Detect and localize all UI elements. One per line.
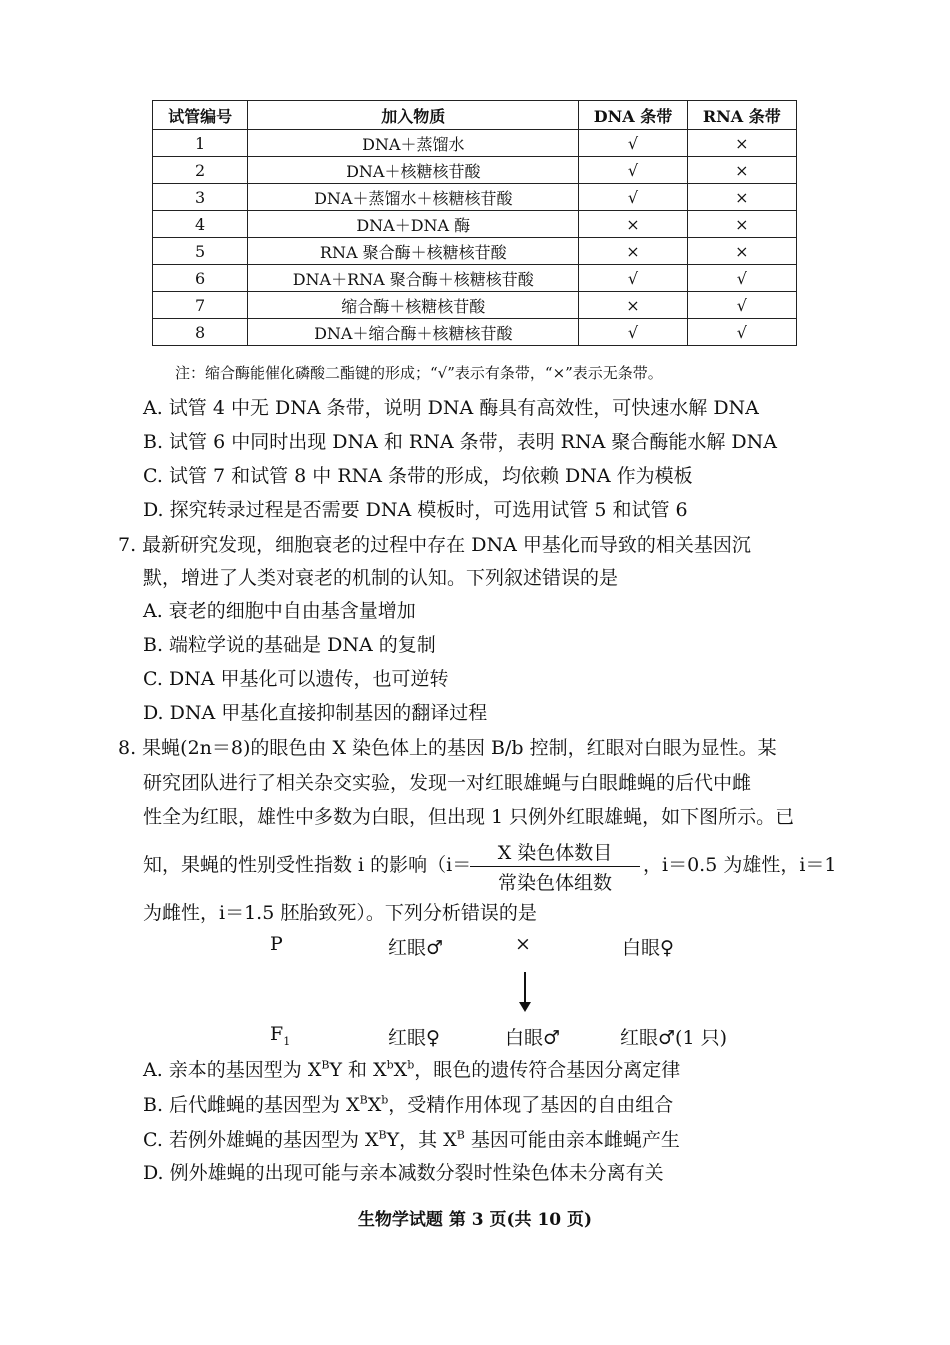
q8-stem-line3: 性全为红眼，雄性中多数为白眼，但出现 1 只例外红眼雄蝇，如下图所示。已 xyxy=(143,806,795,828)
cell-substance: DNA＋缩合酶＋核糖核苷酸 xyxy=(248,319,579,346)
sex-index-fraction xyxy=(470,838,640,895)
fraction-denominator: 常染色体组数 xyxy=(497,872,612,894)
experiment-table xyxy=(152,100,797,346)
table-row xyxy=(153,184,797,211)
table-note: 注：缩合酶能催化磷酸二酯键的形成；“√”表示有条带，“×”表示无条带。 xyxy=(175,364,663,382)
table-row xyxy=(153,319,797,346)
q8-option-a: A. 亲本的基因型为 $X^BY$ 和 $X^bX^b$，眼色的遗传符合基因分离定律 xyxy=(143,1058,681,1081)
cell-rna-band: × xyxy=(687,157,796,184)
page-footer: 生物学试题 第 3 页(共 10 页) xyxy=(357,1210,593,1230)
cross-f1-label: $F_1$ xyxy=(270,1023,291,1048)
q8-option-c: C. 若例外雄蝇的基因型为 $X^BY$，其 $X^B$ 基因可能由亲本雌蝇产生 xyxy=(143,1128,680,1151)
table-row xyxy=(153,130,797,157)
cell-dna-band: √ xyxy=(579,130,687,157)
q8-option-b: B. 后代雌蝇的基因型为 $X^BX^b$，受精作用体现了基因的自由组合 xyxy=(143,1093,674,1116)
q8-stem-line2: 研究团队进行了相关杂交实验，发现一对红眼雄蝇与白眼雌蝇的后代中雌 xyxy=(143,772,752,794)
cell-tube: 7 xyxy=(153,292,248,319)
cell-substance: RNA 聚合酶＋核糖核苷酸 xyxy=(248,238,579,265)
cell-dna-band: × xyxy=(579,292,687,319)
q7-option-d: D. DNA 甲基化直接抑制基因的翻译过程 xyxy=(143,702,488,724)
cell-substance: DNA＋核糖核苷酸 xyxy=(248,157,579,184)
cell-dna-band: √ xyxy=(579,184,687,211)
cell-tube: 1 xyxy=(153,130,248,157)
cell-rna-band: √ xyxy=(687,319,796,346)
q8-stem-line4a: 知，果蝇的性别受性指数 i 的影响（i＝ xyxy=(143,854,472,876)
q7-option-a: A. 衰老的细胞中自由基含量增加 xyxy=(143,600,416,622)
cell-rna-band: × xyxy=(687,184,796,211)
cell-dna-band: × xyxy=(579,211,687,238)
q7-stem-line1: 7. 最新研究发现，细胞衰老的过程中存在 DNA 甲基化而导致的相关基因沉 xyxy=(118,534,751,556)
cell-tube: 4 xyxy=(153,211,248,238)
header-substance: 加入物质 xyxy=(248,101,579,130)
cell-rna-band: √ xyxy=(687,292,796,319)
cell-rna-band: × xyxy=(687,211,796,238)
table-row xyxy=(153,265,797,292)
cell-rna-band: × xyxy=(687,238,796,265)
q8-stem-line1: 8. 果蝇(2n＝8)的眼色由 X 染色体上的基因 B/b 控制，红眼对白眼为显性。某 xyxy=(118,737,777,759)
cell-tube: 6 xyxy=(153,265,248,292)
q7-stem-line2: 默，增进了人类对衰老的机制的认知。下列叙述错误的是 xyxy=(143,567,619,589)
cell-rna-band: × xyxy=(687,130,796,157)
table-row xyxy=(153,292,797,319)
cell-substance: 缩合酶＋核糖核苷酸 xyxy=(248,292,579,319)
q8-option-d: D. 例外雄蝇的出现可能与亲本减数分裂时性染色体未分离有关 xyxy=(143,1162,664,1184)
cell-tube: 2 xyxy=(153,157,248,184)
table-row xyxy=(153,238,797,265)
q7-option-c: C. DNA 甲基化可以遗传，也可逆转 xyxy=(143,668,449,690)
q8-stem-line5: 为雌性，i＝1.5 胚胎致死）。下列分析错误的是 xyxy=(143,902,537,924)
cross-p-label: P xyxy=(270,933,283,955)
cross-arrow-head-icon xyxy=(519,1002,531,1012)
cell-dna-band: √ xyxy=(579,265,687,292)
q6-option-b: B. 试管 6 中同时出现 DNA 和 RNA 条带，表明 RNA 聚合酶能水解 DNA xyxy=(143,431,777,453)
cross-f1-female: 红眼♀ xyxy=(388,1027,440,1049)
cell-dna-band: × xyxy=(579,238,687,265)
table-header-row xyxy=(153,101,797,130)
q7-option-b: B. 端粒学说的基础是 DNA 的复制 xyxy=(143,634,436,656)
q8-stem-line4b: ，i＝0.5 为雄性，i＝1 xyxy=(643,854,837,876)
q6-option-a: A. 试管 4 中无 DNA 条带，说明 DNA 酶具有高效性，可快速水解 DNA xyxy=(143,397,759,419)
cell-substance: DNA＋蒸馏水 xyxy=(248,130,579,157)
q6-option-d: D. 探究转录过程是否需要 DNA 模板时，可选用试管 5 和试管 6 xyxy=(143,499,688,521)
cell-dna-band: √ xyxy=(579,319,687,346)
header-tube-number: 试管编号 xyxy=(153,101,248,130)
cross-times: × xyxy=(515,933,531,955)
cell-substance: DNA＋蒸馏水＋核糖核苷酸 xyxy=(248,184,579,211)
cell-tube: 8 xyxy=(153,319,248,346)
cell-tube: 5 xyxy=(153,238,248,265)
header-dna-band: DNA 条带 xyxy=(579,101,687,130)
cross-f1-exception: 红眼♂(1 只) xyxy=(620,1027,727,1049)
cell-rna-band: √ xyxy=(687,265,796,292)
cell-substance: DNA＋DNA 酶 xyxy=(248,211,579,238)
fraction-numerator: X 染色体数目 xyxy=(470,838,640,867)
cross-p-male: 红眼♂ xyxy=(388,937,444,959)
header-rna-band: RNA 条带 xyxy=(687,101,796,130)
q6-option-c: C. 试管 7 和试管 8 中 RNA 条带的形成，均依赖 DNA 作为模板 xyxy=(143,465,693,487)
cell-substance: DNA＋RNA 聚合酶＋核糖核苷酸 xyxy=(248,265,579,292)
table-row xyxy=(153,157,797,184)
cross-p-female: 白眼♀ xyxy=(622,937,674,959)
table-row xyxy=(153,211,797,238)
cross-f1-male: 白眼♂ xyxy=(505,1027,561,1049)
cell-dna-band: √ xyxy=(579,157,687,184)
cell-tube: 3 xyxy=(153,184,248,211)
